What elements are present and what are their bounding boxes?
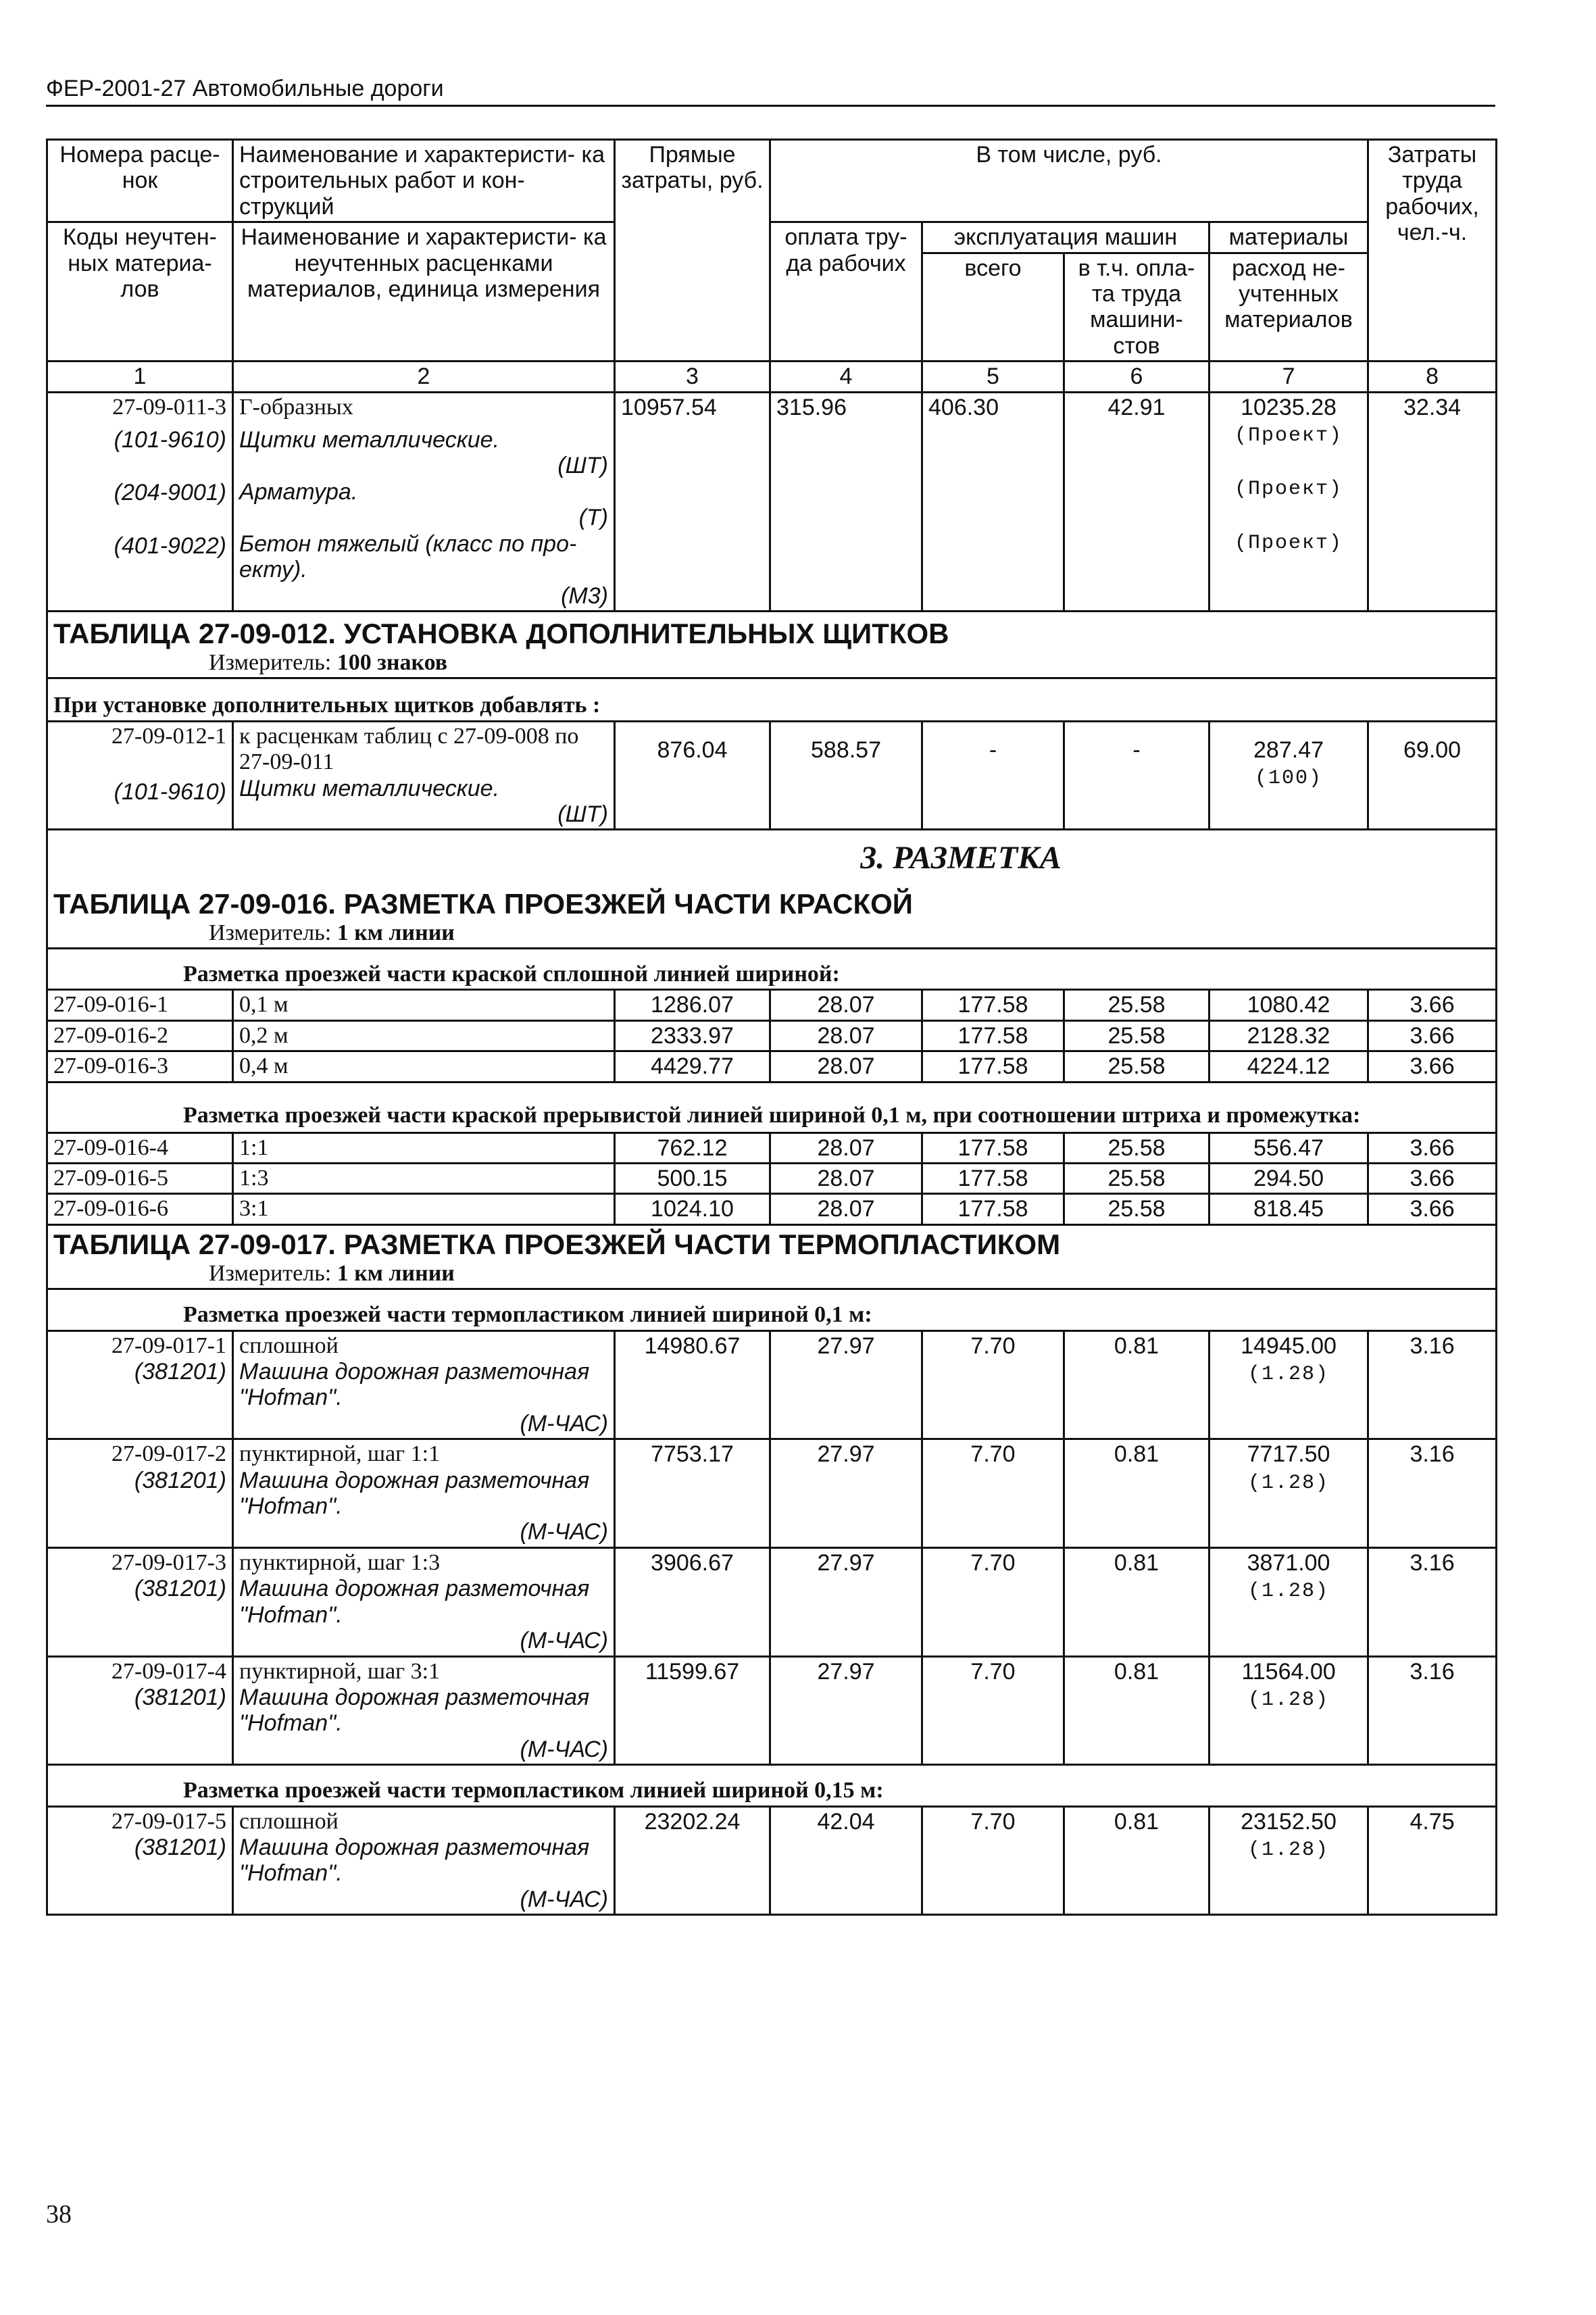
col-materials-header: расход не- учтенных материалов <box>1210 253 1368 362</box>
rate-code-cell <box>47 1656 233 1765</box>
machinists-wages: 25.58 <box>1064 1051 1210 1082</box>
rate-code: 27-09-016-3 <box>47 1051 233 1082</box>
table-row <box>47 990 1497 1020</box>
material-unit: (М-ЧАС) <box>520 1519 608 1545</box>
wages: 28.07 <box>770 1194 922 1224</box>
material-unit: (М3) <box>561 582 608 609</box>
col-direct-costs-header: Прямые затраты, руб. <box>615 140 770 362</box>
materials-value: 11564.00 <box>1241 1658 1336 1685</box>
col-number: 2 <box>233 362 615 392</box>
material-name: Машина дорожная разметочная "Hofman". <box>239 1576 590 1628</box>
materials-value: 1080.42 <box>1210 990 1368 1020</box>
wages: 27.97 <box>770 1330 922 1439</box>
table-row <box>47 1806 1497 1915</box>
materials-cell <box>1210 1806 1368 1915</box>
materials-value: 294.50 <box>1210 1164 1368 1194</box>
work-name: 0,2 м <box>233 1020 615 1051</box>
rate-code: 27-09-016-4 <box>47 1132 233 1163</box>
machines-total: 7.70 <box>922 1439 1064 1548</box>
page-header: ФЕР-2001-27 Автомобильные дороги <box>46 76 1495 107</box>
material-unit: (М-ЧАС) <box>520 1410 608 1437</box>
materials-cell <box>1210 1547 1368 1656</box>
table-row <box>47 1330 1497 1439</box>
table-row <box>47 1547 1497 1656</box>
material-name: Щитки металлические. <box>239 427 500 453</box>
table-title-row <box>47 611 1497 678</box>
machinists-wages: 25.58 <box>1064 990 1210 1020</box>
machines-total: 177.58 <box>922 1164 1064 1194</box>
material-unit: (М-ЧАС) <box>520 1736 608 1762</box>
meter <box>53 1261 1490 1287</box>
machines-total: 177.58 <box>922 1194 1064 1224</box>
material-code: (381201) <box>134 1467 226 1493</box>
machinists-wages: 0.81 <box>1064 1806 1210 1915</box>
meter-value: 100 знаков <box>336 649 448 675</box>
labor-costs: 3.16 <box>1368 1439 1497 1548</box>
wages: 28.07 <box>770 1020 922 1051</box>
labor-costs: 3.66 <box>1368 1164 1497 1194</box>
material-name: Щитки металлические. <box>239 775 500 801</box>
rate-code-cell <box>47 1439 233 1548</box>
group-row <box>47 948 1497 989</box>
labor-costs: 69.00 <box>1368 721 1497 830</box>
work-name: 3:1 <box>233 1194 615 1224</box>
work-name: к расценкам таблиц с 27-09-008 по 27-09-011 <box>239 723 579 775</box>
wages: 588.57 <box>770 721 922 830</box>
table-row <box>47 392 1497 611</box>
material-unit: (ШТ) <box>557 801 608 827</box>
machinists-wages: 0.81 <box>1064 1547 1210 1656</box>
wages: 42.04 <box>770 1806 922 1915</box>
col-machinists-header: в т.ч. опла- та труда машини- стов <box>1064 253 1210 362</box>
group-heading: Разметка проезжей части краской сплошной линией шириной: <box>47 948 1497 989</box>
direct-costs: 1286.07 <box>615 990 770 1020</box>
machinists-wages: 25.58 <box>1064 1164 1210 1194</box>
material-code: (381201) <box>134 1684 226 1710</box>
material-quantity: (100) <box>1255 767 1323 791</box>
labor-costs: 3.16 <box>1368 1656 1497 1765</box>
machinists-wages: - <box>1064 721 1210 830</box>
labor-costs: 3.16 <box>1368 1547 1497 1656</box>
col-number: 7 <box>1210 362 1368 392</box>
col-number: 6 <box>1064 362 1210 392</box>
group-row <box>47 1765 1497 1806</box>
direct-costs: 876.04 <box>615 721 770 830</box>
labor-costs: 32.34 <box>1368 392 1497 611</box>
col-work-name-header: Наименование и характеристи- ка строительных работ и кон- струкций <box>233 140 615 222</box>
material-code: (101-9610) <box>114 427 226 453</box>
wages: 27.97 <box>770 1656 922 1765</box>
materials-cell <box>1210 392 1368 611</box>
material-name: Машина дорожная разметочная "Hofman". <box>239 1359 590 1411</box>
rate-code-cell <box>47 1547 233 1656</box>
machinists-wages: 42.91 <box>1064 392 1210 611</box>
machines-total: 177.58 <box>922 1020 1064 1051</box>
material-unit: (ШТ) <box>557 453 608 479</box>
group-heading: Разметка проезжей части термопластиком линией шириной 0,15 м: <box>47 1765 1497 1806</box>
machinists-wages: 0.81 <box>1064 1439 1210 1548</box>
header-row-2 <box>47 222 1497 253</box>
work-name: Г-образных <box>239 394 353 420</box>
rate-code: 27-09-017-4 <box>111 1658 226 1684</box>
rates-table <box>46 139 1497 1916</box>
labor-costs: 3.66 <box>1368 1051 1497 1082</box>
group-row <box>47 1289 1497 1330</box>
materials-value: 7717.50 <box>1247 1441 1330 1468</box>
materials-value: 287.47 <box>1253 737 1324 763</box>
machinists-wages: 0.81 <box>1064 1330 1210 1439</box>
machines-total: 177.58 <box>922 1051 1064 1082</box>
page-number: 38 <box>46 2200 72 2229</box>
material-quantity: (1.28) <box>1248 1580 1330 1603</box>
group-row <box>47 678 1497 721</box>
col-material-name-header: Наименование и характеристи- ка неучтенных расценками материалов, единица измерения <box>233 222 615 362</box>
material-name: Арматура. <box>239 478 358 505</box>
material-unit: (М-ЧАС) <box>520 1886 608 1912</box>
direct-costs: 2333.97 <box>615 1020 770 1051</box>
machinists-wages: 25.58 <box>1064 1020 1210 1051</box>
labor-costs: 4.75 <box>1368 1806 1497 1915</box>
rate-code-cell <box>47 392 233 611</box>
materials-value: 10235.28 <box>1241 394 1337 420</box>
work-name: 1:1 <box>233 1132 615 1163</box>
material-code: (204-9001) <box>114 480 226 506</box>
work-name-cell <box>233 1547 615 1656</box>
table-row <box>47 1656 1497 1765</box>
wages: 28.07 <box>770 990 922 1020</box>
rate-code: 27-09-017-2 <box>111 1441 226 1467</box>
labor-costs: 3.16 <box>1368 1330 1497 1439</box>
work-name: сплошной <box>239 1333 339 1358</box>
work-name: 1:3 <box>233 1164 615 1194</box>
material-quantity: (Проект) <box>1235 478 1343 501</box>
rate-code: 27-09-017-3 <box>111 1549 226 1575</box>
rate-code: 27-09-016-1 <box>47 990 233 1020</box>
material-name: Машина дорожная разметочная "Hofman". <box>239 1834 590 1887</box>
rate-code-cell <box>47 1806 233 1915</box>
machines-total: 7.70 <box>922 1656 1064 1765</box>
table-title: ТАБЛИЦА 27-09-012. УСТАНОВКА ДОПОЛНИТЕЛЬНЫХ ЩИТКОВ <box>53 617 949 649</box>
machines-header: эксплуатация машин <box>922 222 1210 253</box>
material-unit: (Т) <box>578 505 608 531</box>
meter-label: Измеритель: <box>209 1260 332 1286</box>
col-number: 1 <box>47 362 233 392</box>
machinists-wages: 25.58 <box>1064 1194 1210 1224</box>
work-name-cell <box>233 1439 615 1548</box>
machines-total: 7.70 <box>922 1806 1064 1915</box>
rate-code: 27-09-016-5 <box>47 1164 233 1194</box>
group-heading: Разметка проезжей части краской прерывистой линией шириной 0,1 м, при соотношении штриха и промежутка: <box>47 1082 1497 1132</box>
machines-total: 7.70 <box>922 1547 1064 1656</box>
machinists-wages: 0.81 <box>1064 1656 1210 1765</box>
table-row <box>47 1439 1497 1548</box>
meter-label: Измеритель: <box>209 920 332 945</box>
table-title: ТАБЛИЦА 27-09-017. РАЗМЕТКА ПРОЕЗЖЕЙ ЧАСТИ ТЕРМОПЛАСТИКОМ <box>53 1228 1061 1260</box>
material-code: (101-9610) <box>114 779 226 805</box>
work-name-cell <box>233 1330 615 1439</box>
table-title: ТАБЛИЦА 27-09-016. РАЗМЕТКА ПРОЕЗЖЕЙ ЧАСТИ КРАСКОЙ <box>53 887 913 920</box>
col-number: 4 <box>770 362 922 392</box>
rate-code: 27-09-017-5 <box>111 1808 226 1834</box>
material-code: (381201) <box>134 1834 226 1860</box>
group-heading: Разметка проезжей части термопластиком линией шириной 0,1 м: <box>47 1289 1497 1330</box>
direct-costs: 11599.67 <box>615 1656 770 1765</box>
material-quantity: (1.28) <box>1248 1838 1330 1862</box>
material-unit: (М-ЧАС) <box>520 1628 608 1654</box>
meter <box>53 650 1490 676</box>
wages: 28.07 <box>770 1132 922 1163</box>
col-machines-total-header: всего <box>922 253 1064 362</box>
col-wages-header: оплата тру- да рабочих <box>770 222 922 362</box>
chapter-title: 3. РАЗМЕТКА <box>860 840 1062 876</box>
materials-cell <box>1210 1330 1368 1439</box>
materials-value: 23152.50 <box>1241 1808 1337 1835</box>
material-name: Машина дорожная разметочная "Hofman". <box>239 1684 590 1737</box>
direct-costs: 500.15 <box>615 1164 770 1194</box>
meter-value: 1 км линии <box>336 1260 455 1286</box>
materials-cell <box>1210 721 1368 830</box>
direct-costs: 7753.17 <box>615 1439 770 1548</box>
material-name: Машина дорожная разметочная "Hofman". <box>239 1467 590 1520</box>
table-row <box>47 1132 1497 1163</box>
material-code: (381201) <box>134 1576 226 1602</box>
wages: 315.96 <box>770 392 922 611</box>
table-row <box>47 1051 1497 1082</box>
wages: 28.07 <box>770 1051 922 1082</box>
col-rate-number-header: Номера расце- нок <box>47 140 233 222</box>
machines-total: - <box>922 721 1064 830</box>
group-heading: При установке дополнительных щитков добавлять : <box>47 678 1497 721</box>
col-labor-header: Затраты труда рабочих, чел.-ч. <box>1368 140 1497 362</box>
rate-code: 27-09-016-2 <box>47 1020 233 1051</box>
col-number: 5 <box>922 362 1064 392</box>
wages: 28.07 <box>770 1164 922 1194</box>
material-quantity: (1.28) <box>1248 1471 1330 1495</box>
materials-header: материалы <box>1210 222 1368 253</box>
col-material-code-header: Коды неучтен- ных материа- лов <box>47 222 233 362</box>
meter-value: 1 км линии <box>336 920 455 945</box>
materials-cell <box>1210 1656 1368 1765</box>
meter-label: Измеритель: <box>209 649 332 675</box>
work-name: пунктирной, шаг 1:3 <box>239 1549 441 1575</box>
table-title-row <box>47 830 1497 949</box>
direct-costs: 762.12 <box>615 1132 770 1163</box>
table-row <box>47 1020 1497 1051</box>
work-name-cell <box>233 721 615 830</box>
column-numbers-row <box>47 362 1497 392</box>
labor-costs: 3.66 <box>1368 1132 1497 1163</box>
table-row <box>47 1194 1497 1224</box>
group-row <box>47 1082 1497 1132</box>
wages: 27.97 <box>770 1439 922 1548</box>
material-quantity: (1.28) <box>1248 1688 1330 1712</box>
rate-code: 27-09-017-1 <box>111 1333 226 1358</box>
col-number: 8 <box>1368 362 1497 392</box>
table-row <box>47 721 1497 830</box>
rate-code: 27-09-016-6 <box>47 1194 233 1224</box>
machines-total: 177.58 <box>922 990 1064 1020</box>
rate-code: 27-09-011-3 <box>112 394 226 420</box>
meter <box>53 920 1490 946</box>
incl-header: В том числе, руб. <box>770 140 1368 222</box>
materials-value: 556.47 <box>1210 1132 1368 1163</box>
direct-costs: 10957.54 <box>615 392 770 611</box>
col-number: 3 <box>615 362 770 392</box>
work-name: сплошной <box>239 1808 339 1834</box>
labor-costs: 3.66 <box>1368 1020 1497 1051</box>
rates-document <box>46 139 1495 1916</box>
work-name: пунктирной, шаг 1:1 <box>239 1441 441 1467</box>
material-code: (381201) <box>134 1359 226 1385</box>
wages: 27.97 <box>770 1547 922 1656</box>
material-code: (401-9022) <box>114 532 226 559</box>
table-row <box>47 1164 1497 1194</box>
machines-total: 406.30 <box>922 392 1064 611</box>
labor-costs: 3.66 <box>1368 990 1497 1020</box>
direct-costs: 4429.77 <box>615 1051 770 1082</box>
direct-costs: 23202.24 <box>615 1806 770 1915</box>
direct-costs: 1024.10 <box>615 1194 770 1224</box>
machines-total: 7.70 <box>922 1330 1064 1439</box>
table-title-row <box>47 1224 1497 1289</box>
materials-value: 14945.00 <box>1241 1333 1337 1359</box>
material-name: Бетон тяжелый (класс по про- екту). <box>239 530 577 583</box>
rate-code: 27-09-012-1 <box>111 723 226 749</box>
header-row-1 <box>47 140 1497 222</box>
labor-costs: 3.66 <box>1368 1194 1497 1224</box>
direct-costs: 3906.67 <box>615 1547 770 1656</box>
machines-total: 177.58 <box>922 1132 1064 1163</box>
material-quantity: (Проект) <box>1235 424 1343 448</box>
materials-value: 4224.12 <box>1210 1051 1368 1082</box>
machinists-wages: 25.58 <box>1064 1132 1210 1163</box>
materials-value: 818.45 <box>1210 1194 1368 1224</box>
work-name-cell <box>233 392 615 611</box>
materials-cell <box>1210 1439 1368 1548</box>
direct-costs: 14980.67 <box>615 1330 770 1439</box>
materials-value: 3871.00 <box>1247 1549 1330 1576</box>
rate-code-cell <box>47 1330 233 1439</box>
work-name: пунктирной, шаг 3:1 <box>239 1658 441 1684</box>
work-name: 0,4 м <box>233 1051 615 1082</box>
material-quantity: (Проект) <box>1235 531 1343 555</box>
work-name: 0,1 м <box>233 990 615 1020</box>
materials-value: 2128.32 <box>1210 1020 1368 1051</box>
work-name-cell <box>233 1656 615 1765</box>
work-name-cell <box>233 1806 615 1915</box>
material-quantity: (1.28) <box>1248 1363 1330 1387</box>
rate-code-cell <box>47 721 233 830</box>
